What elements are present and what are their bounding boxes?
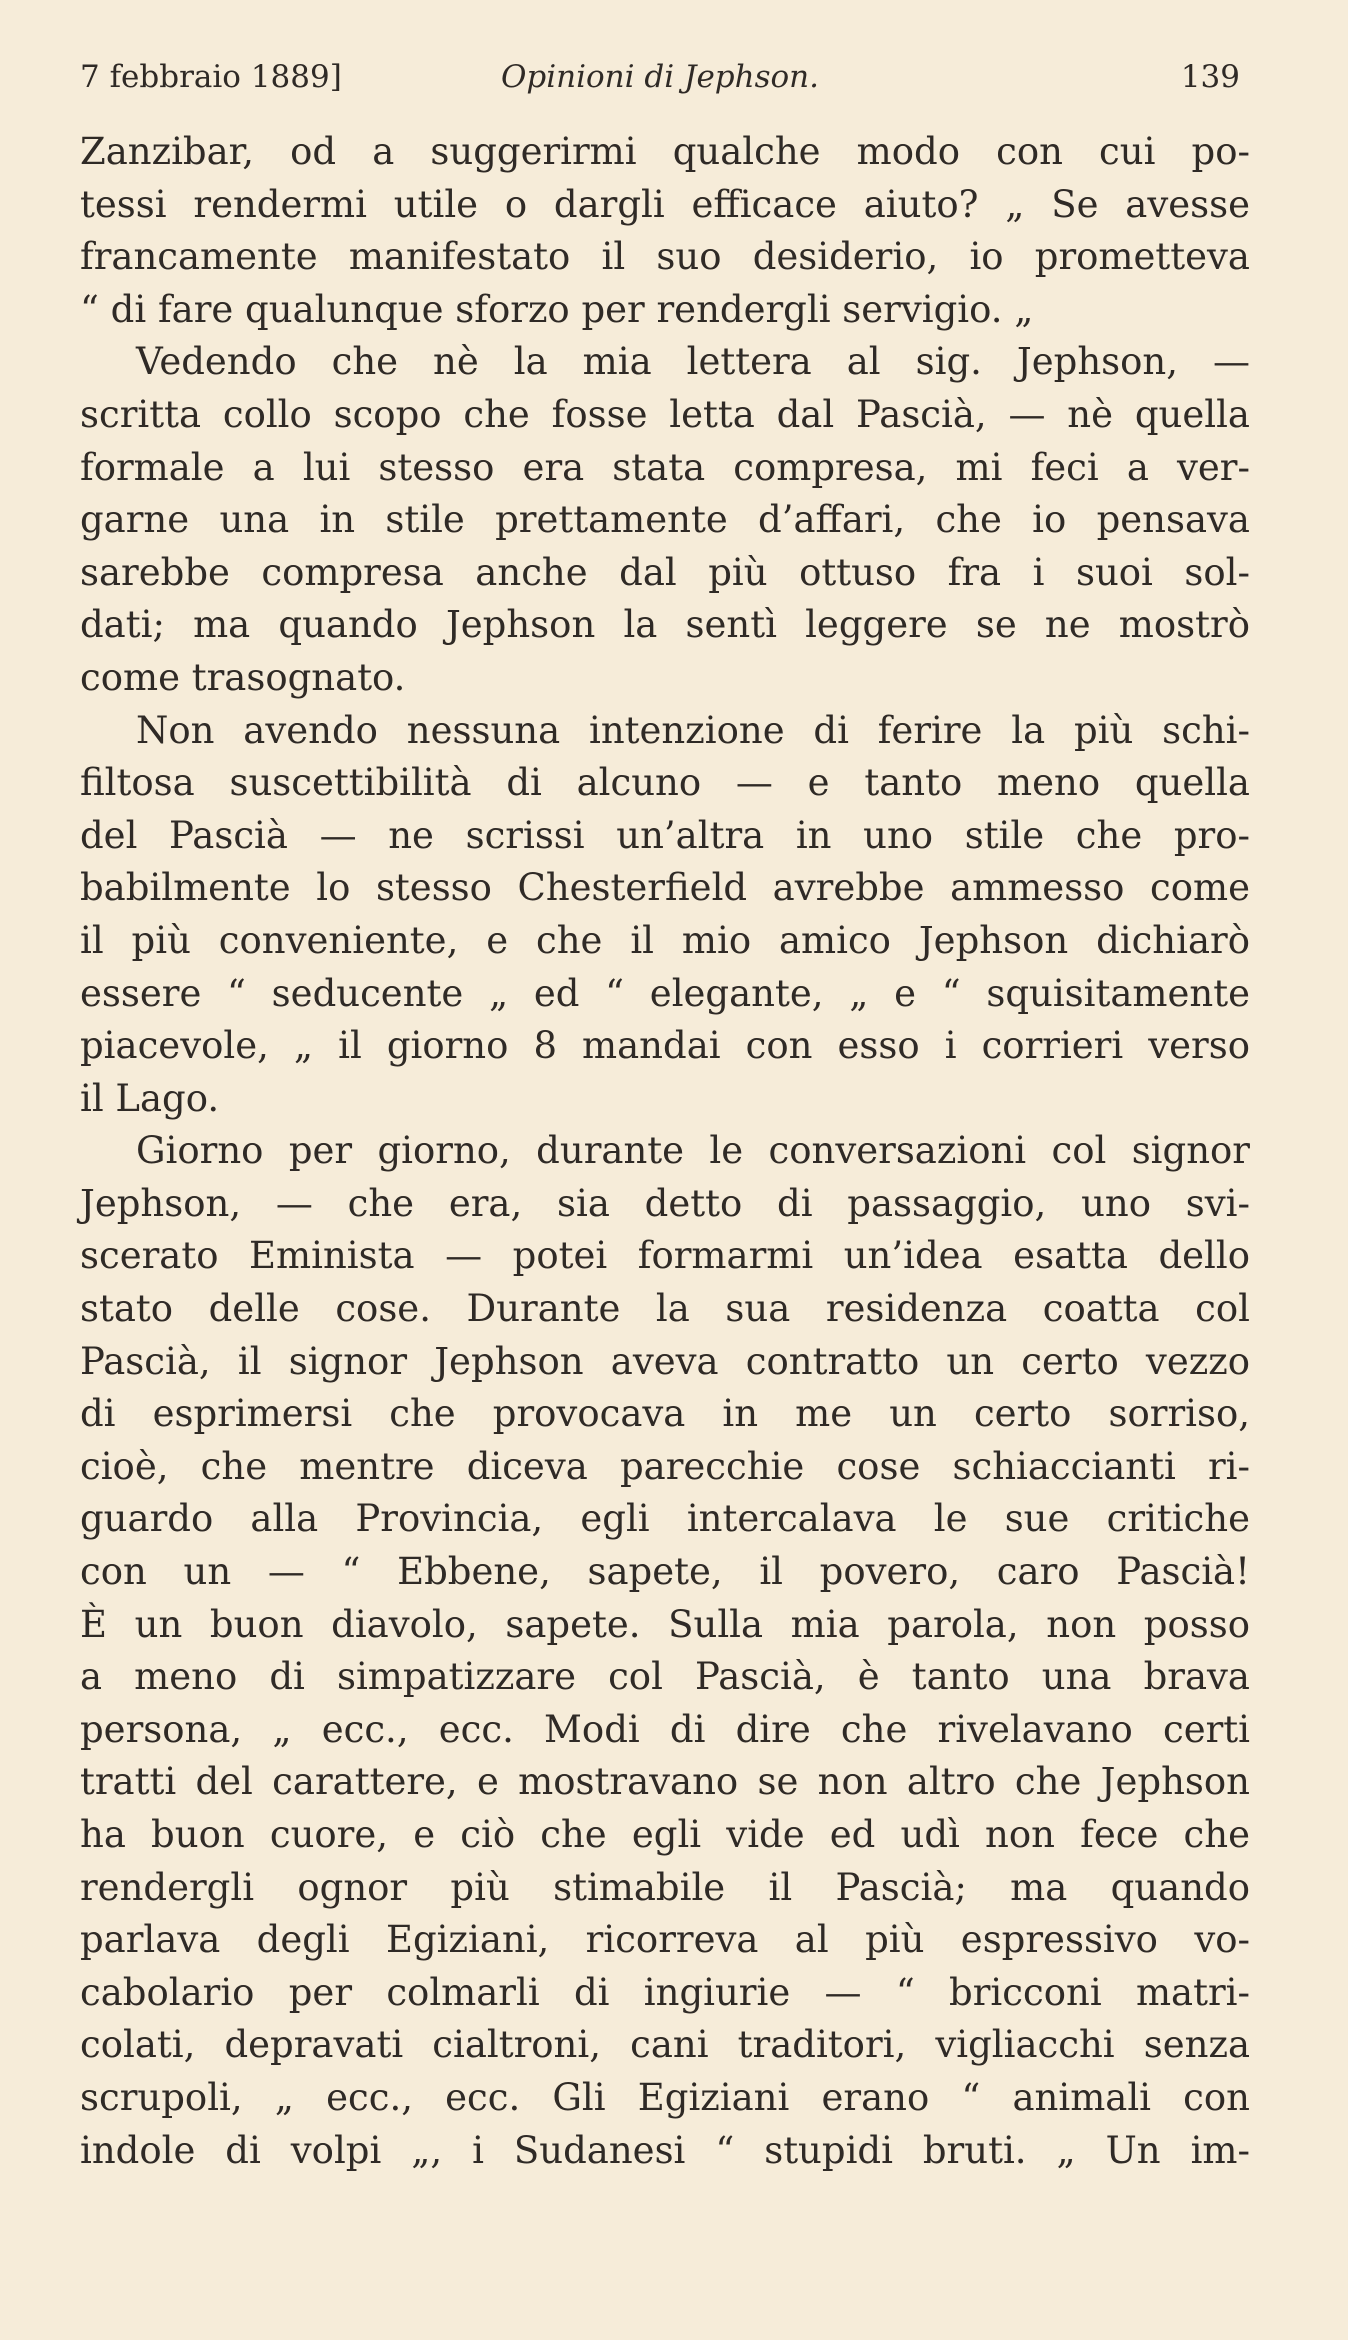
body-text <box>80 126 1250 2177</box>
header-title: Opinioni di Jephson. <box>500 59 820 95</box>
text-line: Pascià, il signor Jephson aveva contratto un certo vezzo <box>80 1339 1250 1383</box>
text-line: tessi rendermi utile o dargli efficace aiuto? „ Se avesse <box>80 182 1250 226</box>
text-line: essere “ seducente „ ed “ elegante, „ e “ squisitamente <box>80 971 1250 1015</box>
text-line: francamente manifestato il suo desiderio, io prometteva <box>80 235 1250 279</box>
text-line: come trasognato. <box>80 655 406 699</box>
running-head <box>80 52 1240 102</box>
text-line: garne una in stile prettamente d’affari, che io pensava <box>80 498 1250 542</box>
text-line: di esprimersi che provocava in me un certo sorriso, <box>80 1392 1250 1436</box>
text-line: stato delle cose. Durante la sua residenza coatta col <box>80 1287 1250 1331</box>
text-line: parlava degli Egiziani, ricorreva al più espressivo vo- <box>80 1918 1250 1962</box>
text-line: cabolario per colmarli di ingiurie — “ bricconi matri- <box>80 1970 1250 2014</box>
text-line: È un buon diavolo, sapete. Sulla mia parola, non posso <box>80 1602 1250 1646</box>
page-number: 139 <box>1180 59 1240 95</box>
text-line: scerato Eminista — potei formarmi un’idea esatta dello <box>80 1234 1250 1278</box>
text-line: colati, depravati cialtroni, cani traditori, vigliacchi senza <box>80 2023 1250 2067</box>
text-line: scritta collo scopo che fosse letta dal Pascià, — nè quella <box>80 392 1250 436</box>
text-line: con un — “ Ebbene, sapete, il povero, caro Pascià! <box>80 1550 1250 1594</box>
text-line: il Lago. <box>80 1076 220 1120</box>
text-line: del Pascià — ne scrissi un’altra in uno stile che pro- <box>80 813 1250 857</box>
text-line: scrupoli, „ ecc., ecc. Gli Egiziani erano “ animali con <box>80 2075 1250 2119</box>
text-line: il più conveniente, e che il mio amico Jephson dichiarò <box>80 918 1250 962</box>
text-line: persona, „ ecc., ecc. Modi di dire che rivelavano certi <box>80 1707 1250 1751</box>
text-line: guardo alla Provincia, egli intercalava le sue critiche <box>80 1497 1250 1541</box>
text-line: Non avendo nessuna intenzione di ferire la più schi- <box>136 708 1250 752</box>
text-line: Jephson, — che era, sia detto di passaggio, uno svi- <box>80 1181 1250 1225</box>
text-line: rendergli ognor più stimabile il Pascià; ma quando <box>80 1865 1250 1909</box>
text-line: Giorno per giorno, durante le conversazioni col signor <box>136 1129 1250 1173</box>
text-line: Vedendo che nè la mia lettera al sig. Jephson, — <box>136 340 1250 384</box>
text-line: sarebbe compresa anche dal più ottuso fra i suoi sol- <box>80 550 1250 594</box>
text-line: piacevole, „ il giorno 8 mandai con esso i corrieri verso <box>80 1024 1250 1068</box>
text-line: indole di volpi „, i Sudanesi “ stupidi bruti. „ Un im- <box>80 2128 1250 2172</box>
text-line: dati; ma quando Jephson la sentì leggere se ne mostrò <box>80 603 1250 647</box>
text-line: ha buon cuore, e ciò che egli vide ed udì non fece che <box>80 1813 1250 1856</box>
text-line: babilmente lo stesso Chesterfield avrebbe ammesso come <box>80 866 1250 910</box>
text-line: cioè, che mentre diceva parecchie cose schiaccianti ri- <box>80 1444 1250 1488</box>
text-line: tratti del carattere, e mostravano se non altro che Jephson <box>80 1760 1250 1804</box>
text-line: formale a lui stesso era stata compresa, mi feci a ver- <box>80 445 1250 489</box>
text-line: Zanzibar, od a suggerirmi qualche modo con cui po- <box>80 130 1250 173</box>
text-line: filtosa suscettibilità di alcuno — e tanto meno quella <box>80 761 1250 805</box>
header-date: 7 febbraio 1889] <box>80 59 342 95</box>
text-line: “ di fare qualunque sforzo per rendergli servigio. „ <box>80 287 1034 331</box>
text-line: a meno di simpatizzare col Pascià, è tanto una brava <box>80 1655 1250 1699</box>
